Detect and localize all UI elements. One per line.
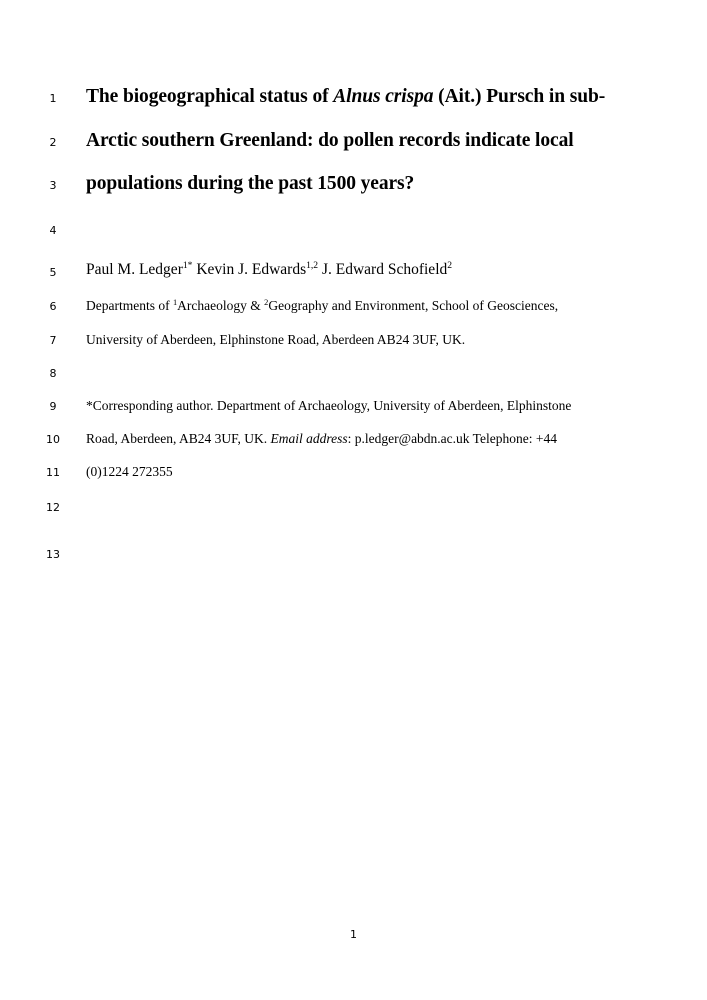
title-line-2: Arctic southern Greenland: do pollen records indicate local bbox=[86, 130, 574, 151]
title-line-1 bbox=[86, 86, 605, 108]
author-1: Paul M. Ledger bbox=[86, 261, 183, 278]
author-3-affiliation-mark: 2 bbox=[447, 260, 453, 272]
email-and-phone: : p.ledger@abdn.ac.uk Telephone: +44 bbox=[347, 431, 557, 446]
corresponding-line-2 bbox=[86, 431, 557, 447]
line-number-2: 2 bbox=[49, 136, 57, 149]
affiliation-prefix: Departments of bbox=[86, 298, 173, 313]
title-line-3: populations during the past 1500 years? bbox=[86, 173, 415, 194]
line-number-7: 7 bbox=[49, 334, 57, 347]
author-2: Kevin J. Edwards bbox=[192, 261, 307, 278]
line-number-11: 11 bbox=[46, 466, 60, 479]
corresponding-line-1: *Corresponding author. Department of Archaeology, University of Aberdeen, Elphinstone bbox=[86, 398, 572, 413]
corresponding-address: Road, Aberdeen, AB24 3UF, UK. bbox=[86, 431, 271, 446]
email-label: Email address bbox=[270, 431, 348, 446]
title-line-1-pre: The biogeographical status of bbox=[86, 86, 334, 107]
affiliation-line-1 bbox=[86, 298, 558, 314]
line-number-13: 13 bbox=[46, 548, 60, 561]
affiliation-mark-1: 1 bbox=[172, 297, 178, 307]
affiliation-archaeology: Archaeology & bbox=[177, 298, 265, 313]
line-number-6: 6 bbox=[49, 300, 57, 313]
author-2-affiliation-mark: 1,2 bbox=[306, 260, 319, 272]
affiliation-line-2: University of Aberdeen, Elphinstone Road, Aberdeen AB24 3UF, UK. bbox=[86, 332, 466, 347]
title-line-1-post: (Ait.) Pursch in sub- bbox=[433, 86, 606, 107]
line-number-3: 3 bbox=[49, 179, 57, 192]
page-number: 1 bbox=[350, 928, 357, 941]
author-list bbox=[86, 261, 452, 279]
line-number-8: 8 bbox=[49, 367, 57, 380]
line-number-10: 10 bbox=[46, 433, 60, 446]
line-number-5: 5 bbox=[49, 266, 57, 279]
author-3: J. Edward Schofield bbox=[318, 261, 448, 278]
line-number-4: 4 bbox=[49, 224, 57, 237]
corresponding-line-3: (0)1224 272355 bbox=[86, 464, 173, 479]
author-1-affiliation-mark: 1* bbox=[182, 260, 193, 272]
affiliation-geography: Geography and Environment, School of Geosciences, bbox=[268, 298, 559, 313]
affiliation-mark-2: 2 bbox=[264, 297, 269, 307]
line-number-12: 12 bbox=[46, 501, 60, 514]
line-number-1: 1 bbox=[49, 92, 57, 105]
title-species-name: Alnus crispa bbox=[333, 86, 434, 107]
line-number-9: 9 bbox=[49, 400, 57, 413]
